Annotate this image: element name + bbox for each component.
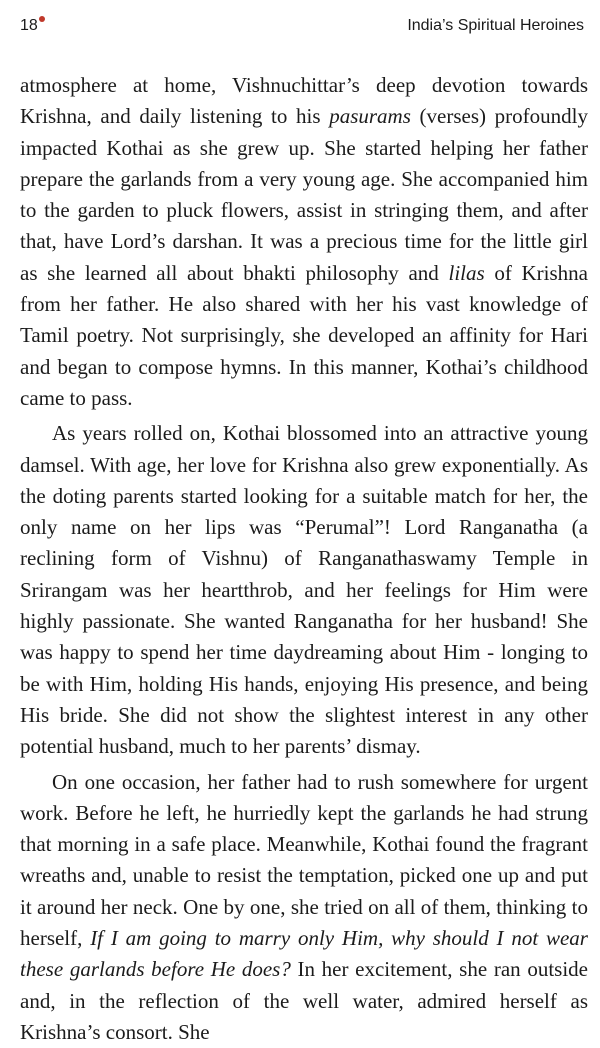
paragraph-3-text-a: On one occasion, her father had to rush somewhere for urgent work. Before he left, he hurriedly kept the garlands he had strung that morning in a safe place. Meanwhile, Kothai found the fragrant wreaths and, unable to resist the temptation, picked one up and put it around her neck. One by one, she tried on all of them, thinking to herself,	[20, 769, 588, 951]
paragraph-1-text-c: of Krishna from her father. He also shared with her his vast knowledge of Tamil poetry. Not surprisingly, she developed an affinity for Hari and began to compose hymns. In this manner, Kothai’s childhood came to pass.	[20, 260, 589, 410]
page-number: 18	[20, 17, 38, 34]
paragraph-1	[20, 70, 588, 414]
paragraph-3-text-b: In her excitement, she ran outside and, in the reflection of the well water, admired herself as Krishna’s consort. She	[20, 957, 588, 1044]
paragraph-2: As years rolled on, Kothai blossomed into an attractive young damsel. With age, her love for Krishna also grew exponentially. As the doting parents started looking for a suitable match for her, the only name on her lips was “Perumal”! Lord Ranganatha (a reclining form of Vishnu) of Ranganathaswamy Temple in Srirangam was her heartthrob, and her feelings for Him were highly passionate. She wanted Ranganatha for her husband! She was happy to spend her time daydreaming about Him - longing to be with Him, holding His hands, enjoying His presence, and being His bride. She did not show the slightest interest in any other potential husband, much to her parents’ dismay.	[20, 421, 588, 759]
page-header	[20, 17, 584, 41]
body-text	[20, 70, 588, 1048]
paragraph-3-italic-thought: If I am going to marry only Him, why should I not wear these garlands before He does?	[20, 926, 588, 982]
running-title: India’s Spiritual Heroines	[407, 17, 584, 34]
paragraph-1-italic-lilas: lilas	[448, 260, 485, 285]
paragraph-1-text-a: atmosphere at home, Vishnuchittar’s deep devotion towards Krishna, and daily listening to his	[20, 73, 588, 129]
paragraph-1-italic-pasurams: pasurams	[329, 104, 411, 129]
paragraph-1-text-b: (verses) profoundly impacted Kothai as she grew up. She started helping her father prepare the garlands from a very young age. She accompanied him to the garden to pluck flowers, assist in stringing them, and after that, have Lord’s darshan. It was a precious time for the little girl as she learned all about bhakti philosophy and	[20, 104, 588, 285]
page-mark-icon	[39, 16, 45, 22]
paragraph-3	[20, 767, 588, 1048]
